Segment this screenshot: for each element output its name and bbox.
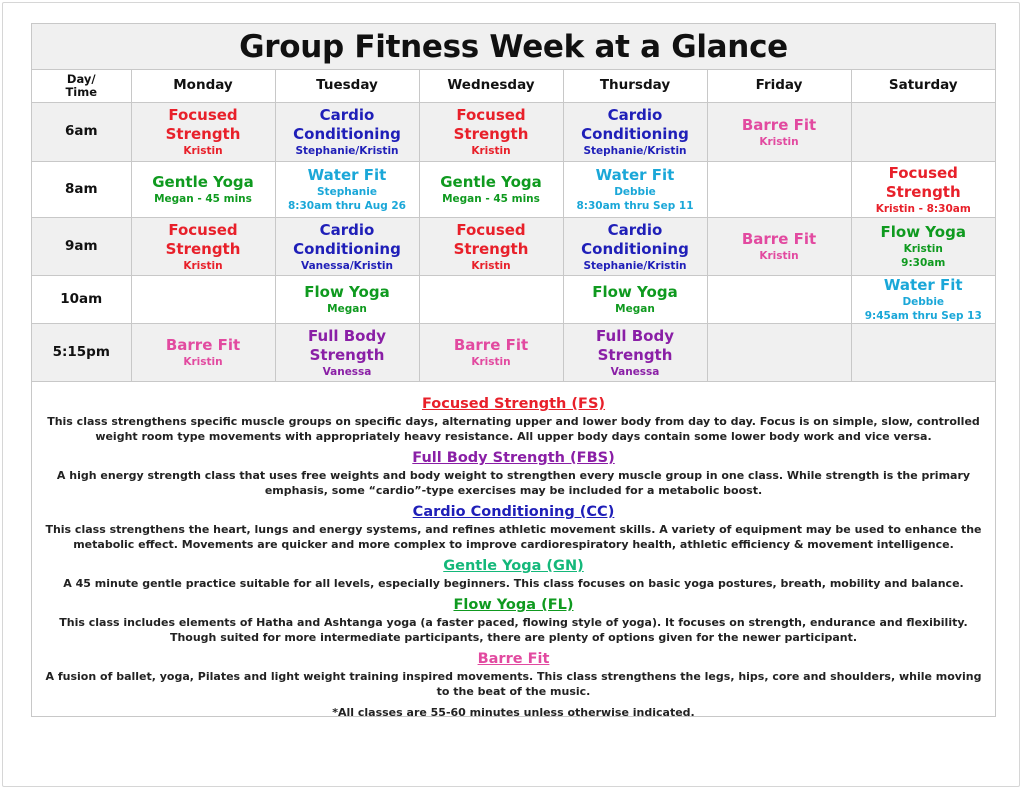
empty-cell [707, 276, 851, 324]
class-name: Flow Yoga [592, 283, 678, 301]
class-name: Flow Yoga [304, 283, 390, 301]
class-instructor: Megan [327, 303, 367, 315]
class-instructor: Kristin [759, 250, 799, 262]
desc-heading-barre-fit: Barre Fit [477, 651, 550, 667]
time-cell: 5:15pm [32, 324, 131, 382]
page-title: Group Fitness Week at a Glance [239, 28, 788, 65]
class-instructor: Kristin - 8:30am [875, 202, 971, 215]
class-cell [131, 103, 275, 162]
class-instructor: Vanessa/Kristin [301, 259, 393, 272]
class-cell [275, 103, 419, 162]
class-name: Cardio [319, 106, 375, 124]
class-instructor: Megan - 45 mins [154, 193, 252, 205]
class-name: Barre Fit [453, 336, 529, 354]
class-cell [851, 162, 995, 218]
class-cell [563, 324, 707, 382]
day-header-wednesday: Wednesday [419, 70, 563, 103]
class-cell [419, 162, 563, 218]
class-instructor: Debbie [614, 186, 656, 198]
class-instructor: Kristin [471, 259, 511, 272]
class-name: Water Fit [883, 276, 963, 294]
class-name: Focused [456, 220, 526, 239]
schedule-row [32, 103, 995, 162]
schedule-row [32, 324, 995, 382]
day-header-thursday: Thursday [563, 70, 707, 103]
class-name: Strength [165, 239, 241, 258]
class-name: Strength [309, 345, 385, 364]
class-cell [707, 218, 851, 276]
class-name: Barre Fit [741, 230, 817, 248]
class-name: Water Fit [595, 166, 675, 184]
class-instructor: Vanessa [322, 365, 372, 378]
class-instructor: Megan - 45 mins [442, 193, 540, 205]
class-name: Strength [597, 345, 673, 364]
class-instructor: Stephanie/Kristin [295, 145, 399, 157]
class-name: Strength [165, 125, 241, 143]
class-name: Strength [453, 125, 529, 143]
desc-text-focused-strength: This class strengthens specific muscle groups on specific days, alternating upper and lower body from day to day. Focus is on simple, slow, controlled weight room type movements with appropriately heavy resistance. All upper body days contain some lower body work and vice versa. [47, 415, 980, 443]
class-name: Barre Fit [165, 336, 241, 354]
title-bar [32, 24, 995, 70]
desc-heading-cardio-conditioning: Cardio Conditioning (CC) [412, 504, 615, 520]
class-name: Focused [168, 106, 238, 124]
class-instructor: Kristin [183, 145, 223, 157]
class-name: Water Fit [307, 166, 387, 184]
class-name: Focused [456, 106, 526, 124]
time-cell: 8am [32, 162, 131, 218]
desc-heading-focused-strength: Focused Strength (FS) [421, 396, 606, 412]
class-name: Full Body [596, 326, 674, 345]
day-header-monday: Monday [131, 70, 275, 103]
class-name: Conditioning [581, 125, 689, 143]
class-name: Full Body [308, 326, 386, 345]
class-cell [275, 324, 419, 382]
desc-heading-full-body-strength: Full Body Strength (FBS) [412, 450, 615, 466]
empty-cell [419, 276, 563, 324]
class-name: Cardio [319, 220, 375, 239]
class-name: Gentle Yoga [152, 173, 254, 191]
class-cell [419, 324, 563, 382]
class-instructor: Stephanie/Kristin [583, 145, 687, 157]
class-cell [131, 218, 275, 276]
desc-text-gentle-yoga: A 45 minute gentle practice suitable for all levels, especially beginners. This class focuses on basic yoga postures, breath, mobility and balance. [63, 577, 964, 590]
empty-cell [851, 103, 995, 162]
schedule-sheet [31, 23, 996, 717]
class-name: Gentle Yoga [440, 173, 542, 191]
desc-text-flow-yoga: This class includes elements of Hatha and Ashtanga yoga (a faster paced, flowing style of yoga). It focuses on strength, endurance and flexibility. Though suited for more intermediate participants, there are plenty of options given for the newer participant. [59, 616, 968, 644]
schedule-row [32, 276, 995, 324]
day-header-friday: Friday [707, 70, 851, 103]
empty-cell [707, 162, 851, 218]
footnote: *All classes are 55-60 minutes unless otherwise indicated. [332, 706, 695, 719]
class-instructor: Kristin [759, 135, 799, 148]
class-cell [131, 324, 275, 382]
time-cell: 10am [32, 276, 131, 324]
class-name: Cardio [607, 220, 663, 239]
class-name: Conditioning [293, 125, 401, 143]
day-header-tuesday: Tuesday [275, 70, 419, 103]
desc-text-barre-fit: A fusion of ballet, yoga, Pilates and light weight training inspired movements. This class strengthens the legs, hips, core and shoulders, while moving to the beat of the music. [45, 670, 982, 698]
class-instructor: Megan [615, 303, 655, 315]
schedule-row [32, 218, 995, 276]
empty-cell [707, 324, 851, 382]
schedule-table [32, 70, 995, 382]
desc-heading-flow-yoga: Flow Yoga (FL) [453, 597, 574, 613]
class-cell [707, 103, 851, 162]
desc-heading-gentle-yoga: Gentle Yoga (GN) [443, 558, 584, 574]
header-row [32, 70, 995, 103]
class-name: Strength [885, 182, 961, 201]
class-note: 8:30am thru Sep 11 [576, 200, 694, 212]
class-descriptions [32, 382, 995, 720]
class-instructor: Stephanie [317, 186, 377, 198]
class-cell [131, 162, 275, 218]
desc-text-full-body-strength: A high energy strength class that uses free weights and body weight to strengthen every muscle group in one class. While strength is the primary emphasis, some “cardio”-type exercises may be included for a metabolic boost. [56, 469, 971, 497]
schedule-row [32, 162, 995, 218]
class-instructor: Kristin [183, 356, 223, 368]
class-instructor: Kristin [471, 356, 511, 368]
class-name: Barre Fit [741, 115, 817, 134]
empty-cell [851, 324, 995, 382]
class-instructor: Kristin [183, 259, 223, 272]
class-note: 9:45am thru Sep 13 [864, 310, 982, 322]
class-cell [563, 103, 707, 162]
class-name: Conditioning [581, 239, 689, 258]
desc-text-cardio-conditioning: This class strengthens the heart, lungs and energy systems, and refines athletic movement skills. A variety of equipment may be used to enhance the metabolic effect. Movements are quicker and more complex to improve cardiorespiratory health, athletic efficiency & movement intelligence. [45, 523, 982, 551]
class-name: Strength [453, 239, 529, 258]
class-name: Focused [168, 220, 238, 239]
class-cell [419, 218, 563, 276]
class-instructor: Debbie [902, 296, 945, 308]
class-cell [275, 162, 419, 218]
class-instructor: Stephanie/Kristin [583, 259, 687, 272]
class-instructor: Kristin [471, 145, 511, 157]
class-cell [563, 218, 707, 276]
class-cell [851, 276, 995, 324]
class-name: Cardio [607, 106, 663, 124]
class-note: 8:30am thru Aug 26 [288, 200, 406, 212]
class-cell [275, 218, 419, 276]
time-label: Time [65, 85, 98, 99]
class-name: Conditioning [293, 239, 401, 258]
class-instructor: Kristin [903, 243, 943, 255]
class-cell [851, 218, 995, 276]
time-cell: 6am [32, 103, 131, 162]
class-cell [563, 162, 707, 218]
class-name: Focused [888, 163, 958, 182]
class-cell [563, 276, 707, 324]
day-time-header [32, 70, 131, 103]
class-cell [275, 276, 419, 324]
class-note: 9:30am [901, 257, 946, 269]
day-header-saturday: Saturday [851, 70, 995, 103]
class-instructor: Vanessa [610, 365, 660, 378]
time-cell: 9am [32, 218, 131, 276]
class-name: Flow Yoga [880, 223, 966, 241]
class-cell [419, 103, 563, 162]
day-label: Day/ [66, 72, 96, 87]
empty-cell [131, 276, 275, 324]
